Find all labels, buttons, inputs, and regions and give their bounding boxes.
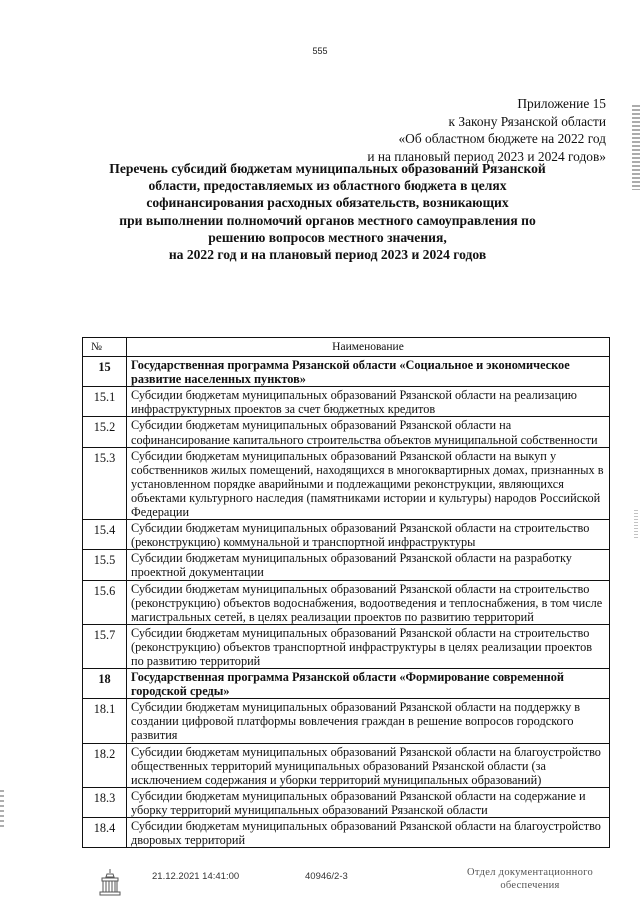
row-number: 18: [83, 669, 127, 699]
title-line: области, предоставляемых из областного бюджета в целях: [148, 178, 507, 194]
column-header-name: Наименование: [127, 338, 610, 357]
page-number: 555: [312, 46, 328, 56]
table-row: [83, 699, 610, 743]
table-row-program: [83, 669, 610, 699]
scan-artifact: [634, 510, 638, 540]
row-number: 15.1: [83, 387, 127, 417]
appendix-line: Приложение 15: [517, 96, 606, 111]
row-name: Субсидии бюджетам муниципальных образований Рязанской области на выкуп у собственников жилых помещений, находящихся в многоквартирных домах, признанных в установленном порядке аварийными и подлежащими реконструкции, являющихся объектами культурного наследия (памятниками истории и культуры) народов Российской Федерации: [127, 447, 610, 519]
appendix-line: и на плановый период 2023 и 2024 годов»: [367, 148, 606, 164]
table-row: [83, 550, 610, 580]
building-logo-icon: [98, 868, 122, 896]
row-number: 15.3: [83, 447, 127, 519]
appendix-header: [276, 95, 606, 165]
row-name: Субсидии бюджетам муниципальных образований Рязанской области на строительство (реконструкцию) объектов транспортной инфраструктуры в целях реализации проектов по развитию территорий: [127, 624, 610, 668]
row-number: 18.4: [83, 818, 127, 848]
title-line: при выполнении полномочий органов местного самоуправления по: [119, 212, 536, 228]
row-name: Субсидии бюджетам муниципальных образований Рязанской области на благоустройство дворовых территорий: [127, 818, 610, 848]
row-name: Субсидии бюджетам муниципальных образований Рязанской области на строительство (реконструкцию) коммунальной и транспортной инфраструктуры: [127, 520, 610, 550]
row-number: 18.2: [83, 743, 127, 787]
stamp-line: обеспечения: [500, 880, 560, 891]
title-line: софинансирования расходных обязательств, возникающих: [146, 195, 509, 211]
row-name: Субсидии бюджетам муниципальных образований Рязанской области на благоустройство общественных территорий муниципальных образований Рязанской области (за исключением содержания и уборки территорий муниципальных образований): [127, 743, 610, 787]
row-number: 15.7: [83, 624, 127, 668]
footer-datetime: 21.12.2021 14:41:00: [152, 871, 240, 882]
title-line: решению вопросов местного значения,: [208, 229, 447, 245]
row-number: 15: [83, 357, 127, 387]
table-row: [83, 580, 610, 624]
document-title: [80, 160, 575, 263]
row-name: Субсидии бюджетам муниципальных образований Рязанской области на поддержку в создании цифровой платформы вовлечения граждан в решение вопросов городского развития: [127, 699, 610, 743]
footer-doc-code: 40946/2-3: [305, 871, 348, 882]
table-header-row: [83, 338, 610, 357]
department-stamp: [450, 866, 610, 892]
title-line: на 2022 год и на плановый период 2023 и 2024 годов: [168, 247, 487, 263]
appendix-line: «Об областном бюджете на 2022 год: [398, 131, 606, 146]
subsidies-table: [82, 337, 610, 848]
scan-artifact: [0, 790, 4, 830]
appendix-line: к Закону Рязанской области: [448, 113, 606, 129]
title-line: Перечень субсидий бюджетам муниципальных образований Рязанской: [109, 161, 546, 176]
table-row: [83, 387, 610, 417]
table-row: [83, 417, 610, 447]
row-name: Государственная программа Рязанской области «Социальное и экономическое развитие населенных пунктов»: [127, 357, 610, 387]
table-row: [83, 743, 610, 787]
row-name: Субсидии бюджетам муниципальных образований Рязанской области на содержание и уборку территорий муниципальных образований Рязанской области: [127, 787, 610, 817]
row-number: 15.6: [83, 580, 127, 624]
row-name: Субсидии бюджетам муниципальных образований Рязанской области на софинансирование капитального строительства объектов муниципальной собственности: [127, 417, 610, 447]
column-header-number: №: [83, 338, 127, 357]
table-row: [83, 520, 610, 550]
table-row-program: [83, 357, 610, 387]
table-row: [83, 818, 610, 848]
table-row: [83, 447, 610, 519]
row-number: 18.1: [83, 699, 127, 743]
row-name: Субсидии бюджетам муниципальных образований Рязанской области на разработку проектной документации: [127, 550, 610, 580]
row-name: Субсидии бюджетам муниципальных образований Рязанской области на реализацию инфраструктурных проектов за счет бюджетных кредитов: [127, 387, 610, 417]
row-number: 15.5: [83, 550, 127, 580]
row-number: 15.4: [83, 520, 127, 550]
row-name: Субсидии бюджетам муниципальных образований Рязанской области на строительство (реконструкцию) объектов водоснабжения, водоотведения и теплоснабжения, в том числе магистральных сетей, в целях реализации проектов по развитию территорий: [127, 580, 610, 624]
table-row: [83, 787, 610, 817]
table-row: [83, 624, 610, 668]
scan-artifact: [632, 105, 640, 190]
row-name: Государственная программа Рязанской области «Формирование современной городской среды»: [127, 669, 610, 699]
row-number: 18.3: [83, 787, 127, 817]
stamp-line: Отдел документационного: [466, 867, 594, 878]
row-number: 15.2: [83, 417, 127, 447]
